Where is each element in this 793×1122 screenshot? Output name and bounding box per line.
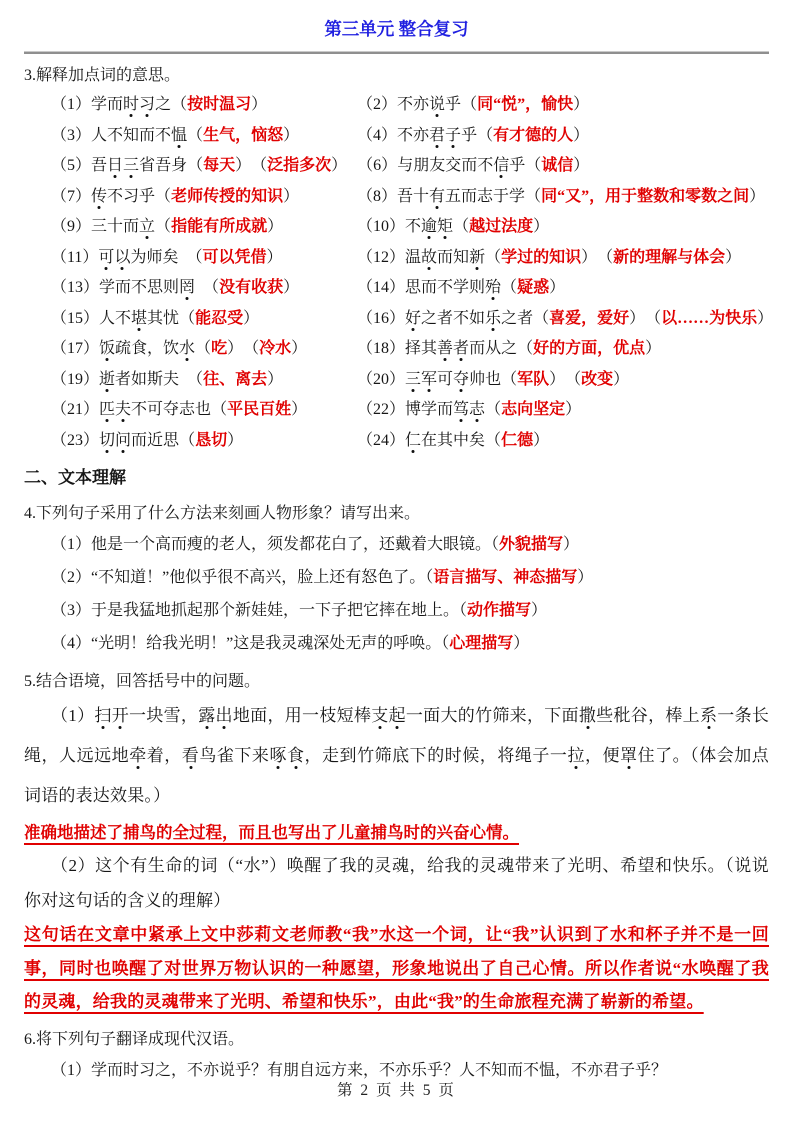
emphasized-char: 系 bbox=[699, 706, 718, 725]
q3-item-row bbox=[24, 90, 769, 121]
item-number: （14） bbox=[357, 279, 406, 296]
q3-item bbox=[357, 273, 565, 304]
page-title: 第三单元 整合复习 bbox=[324, 19, 469, 39]
emphasized-char: 罔 bbox=[179, 279, 196, 296]
emphasized-char: 三 bbox=[405, 370, 422, 388]
emphasized-char: 仁 bbox=[405, 431, 422, 449]
q4-item: （3）于是我猛地抓起那个新娃娃，一下子把它摔在地上。（动作描写） bbox=[51, 602, 548, 619]
answer-group: （好的方面，优点） bbox=[517, 340, 662, 357]
emphasized-char: 支 bbox=[371, 706, 389, 725]
q4-item: （1）他是一个高而瘦的老人，须发都花白了，还戴着大眼镜。（外貌描写） bbox=[51, 536, 580, 553]
item-number: （2） bbox=[357, 96, 398, 113]
q3-item bbox=[357, 243, 741, 274]
q3-item bbox=[51, 212, 357, 243]
item-phrase: 可以为师矣 bbox=[98, 248, 179, 266]
answer-group: （军队） bbox=[501, 370, 566, 388]
emphasized-char: 者 bbox=[453, 340, 470, 357]
q5-item1-text: （1）扫开一块雪，露出地面，用一枝短棒支起一面大的竹筛来，下面撒些秕谷，棒上系一条长绳，人远远地牵着，看鸟雀下来啄食，走到竹筛底下的时候，将绳子一拉，便罩住了。（体会加点词语的表达效果。） bbox=[24, 706, 770, 805]
emphasized-char: 殆 bbox=[485, 279, 502, 296]
item-phrase: 传不习乎 bbox=[91, 187, 156, 205]
item-phrase: 人不堪其忧 bbox=[99, 309, 180, 327]
item-number: （23） bbox=[51, 431, 100, 449]
q3-item bbox=[51, 151, 357, 182]
answer-text: 吃 bbox=[211, 340, 228, 357]
item-number: （3） bbox=[51, 126, 92, 144]
q5-answer2: 这句话在文章中紧承上文中莎莉文老师教“我”水这一个词，让“我”认识到了水和杯子并不是一回事，同时也唤醒了对世界万物认识的一种愿望，形象地说出了自己心情。所以作者说“水唤醒了我的灵魂，给我的灵魂带来了光明、希望和快乐”，由此“我”的生命旅程充满了崭新的希望。 bbox=[24, 925, 769, 1011]
answer-text: 按时温习 bbox=[187, 96, 252, 113]
emphasized-char: 堪 bbox=[131, 309, 148, 327]
answer-text: 往、离去 bbox=[203, 370, 268, 388]
q3-item-row bbox=[24, 121, 769, 152]
q4-intro: 4.下列句子采用了什么方法来刻画人物形象？请写出来。 bbox=[24, 505, 421, 522]
emphasized-char: 时 bbox=[123, 96, 140, 113]
item-number: （13） bbox=[51, 279, 100, 296]
emphasized-char: 拉 bbox=[567, 746, 585, 765]
answer-text: 新的理解与体会 bbox=[613, 248, 726, 266]
answer-group: （平民百姓） bbox=[211, 401, 308, 418]
emphasized-char: 夫 bbox=[115, 401, 132, 418]
emphasized-char: 匹 bbox=[99, 401, 116, 418]
item-phrase: 逝者如斯夫 bbox=[99, 370, 180, 388]
answer-group: （每天） bbox=[187, 157, 252, 174]
item-phrase: 人不知而不愠 bbox=[91, 126, 188, 144]
emphasized-char: 愠 bbox=[171, 126, 188, 144]
item-number: （11） bbox=[51, 248, 99, 266]
item-number: （15） bbox=[51, 309, 100, 327]
q5-answer1: 准确地描述了捕鸟的全过程，而且也写出了儿童捕鸟时的兴奋心情。 bbox=[24, 823, 519, 842]
answer-text: 泛指多次 bbox=[267, 157, 332, 174]
answer-text: 动作描写 bbox=[467, 602, 532, 619]
item-phrase: 三军可夺帅也 bbox=[405, 370, 502, 388]
answer-text: 心理描写 bbox=[449, 635, 514, 652]
emphasized-char: 饭 bbox=[99, 340, 116, 357]
item-number: （18） bbox=[357, 340, 406, 357]
q3-item bbox=[51, 273, 357, 304]
q3-item bbox=[357, 212, 549, 243]
q3-item bbox=[357, 121, 589, 152]
q3-item-row bbox=[24, 151, 769, 182]
q3-item bbox=[357, 182, 765, 213]
item-number: （2） bbox=[51, 569, 92, 586]
answer-text: 指能有所成就 bbox=[171, 218, 268, 235]
emphasized-char: 水 bbox=[179, 340, 196, 357]
answer-text: 好的方面，优点 bbox=[533, 340, 646, 357]
q3-item bbox=[51, 90, 357, 121]
answer-group: （诚信） bbox=[525, 157, 590, 174]
emphasized-char: 立 bbox=[139, 218, 156, 235]
answer-group: （生气，恼怒） bbox=[187, 126, 300, 144]
emphasized-char: 以 bbox=[114, 248, 131, 266]
q3-item bbox=[357, 426, 549, 457]
item-number: （8） bbox=[357, 187, 398, 205]
item-phrase: 不亦君子乎 bbox=[397, 126, 478, 144]
q3-item-row bbox=[24, 212, 769, 243]
answer-text: 仁德 bbox=[501, 431, 534, 449]
item-number: （1） bbox=[51, 536, 92, 553]
answer-text: 军队 bbox=[517, 370, 550, 388]
answer-text: 没有收获 bbox=[219, 279, 284, 296]
q3-item bbox=[357, 90, 589, 121]
item-phrase: 择其善者而从之 bbox=[405, 340, 518, 357]
answer-group: （疑惑） bbox=[501, 279, 566, 296]
item-number: （4） bbox=[357, 126, 398, 144]
answer-group: （同“又”，用于整数和零数之间） bbox=[525, 187, 766, 205]
emphasized-char: 矩 bbox=[437, 218, 454, 235]
answer-group: （仁德） bbox=[485, 431, 550, 449]
emphasized-char: 说 bbox=[429, 96, 446, 113]
emphasized-char: 问 bbox=[115, 431, 132, 449]
item-phrase: 思而不学则殆 bbox=[405, 279, 502, 296]
q6-intro: 6.将下列句子翻译成现代汉语。 bbox=[24, 1030, 245, 1048]
emphasized-char: 有 bbox=[429, 187, 446, 205]
emphasized-char: 子 bbox=[445, 126, 462, 144]
emphasized-char: 食 bbox=[286, 746, 305, 765]
item-phrase: 不亦说乎 bbox=[397, 96, 462, 113]
q5-item2-text: （2）这个有生命的词（“水”）唤醒了我的灵魂，给我的灵魂带来了光明、希望和快乐。（说说你对这句话的含义的理解） bbox=[24, 856, 769, 910]
emphasized-char: 露 bbox=[198, 706, 216, 725]
answer-group: （学过的知识） bbox=[485, 248, 598, 266]
item-phrase: 好之者不如乐之者 bbox=[405, 309, 534, 327]
answer-text: 有才德的人 bbox=[493, 126, 574, 144]
item-phrase: 学而不思则罔 bbox=[99, 279, 196, 296]
item-number: （9） bbox=[51, 218, 92, 235]
emphasized-char: 信 bbox=[493, 157, 510, 174]
answer-group: （泛指多次） bbox=[259, 157, 348, 174]
answer-text: 同“悦”，愉快 bbox=[477, 96, 574, 113]
emphasized-char: 逾 bbox=[421, 218, 438, 235]
answer-text: 平民百姓 bbox=[227, 401, 292, 418]
q3-items bbox=[24, 90, 774, 456]
answer-group: （能忍受） bbox=[179, 309, 260, 327]
answer-group: （改变） bbox=[573, 370, 630, 388]
emphasized-char: 君 bbox=[429, 126, 446, 144]
item-phrase: 吾日三省吾身 bbox=[91, 157, 188, 174]
emphasized-char: 出 bbox=[215, 706, 233, 725]
item-number: （19） bbox=[51, 370, 100, 388]
q3-item-row bbox=[24, 426, 769, 457]
answer-group: （往、离去） bbox=[187, 370, 284, 388]
emphasized-char: 传 bbox=[91, 187, 108, 205]
answer-group: （新的理解与体会） bbox=[605, 248, 742, 266]
emphasized-char: 三 bbox=[123, 157, 140, 174]
item-number: （5） bbox=[51, 157, 92, 174]
answer-text: 以……为快乐 bbox=[661, 309, 758, 327]
item-phrase: 饭疏食，饮水 bbox=[99, 340, 196, 357]
q3-item bbox=[51, 304, 357, 335]
emphasized-char: 罩 bbox=[620, 746, 638, 765]
q3-item bbox=[51, 426, 357, 457]
q3-item-row bbox=[24, 273, 769, 304]
emphasized-char: 习 bbox=[139, 96, 156, 113]
emphasized-char: 善 bbox=[437, 340, 454, 357]
answer-group: （志向坚定） bbox=[485, 401, 582, 418]
emphasized-char: 新 bbox=[469, 248, 486, 266]
item-phrase: 学而时习之 bbox=[91, 96, 172, 113]
q4-item: （2）“不知道！”他似乎很不高兴，脸上还有怒色了。（语言描写、神态描写） bbox=[51, 569, 594, 586]
emphasized-char: 笃 bbox=[453, 401, 470, 418]
answer-text: 同“又”，用于整数和零数之间 bbox=[541, 187, 750, 205]
item-number: （10） bbox=[357, 218, 406, 235]
item-number: （7） bbox=[51, 187, 92, 205]
page-footer: 第 2 页 共 5 页 bbox=[337, 1082, 456, 1099]
emphasized-char: 军 bbox=[421, 370, 438, 388]
answer-group: （越过法度） bbox=[453, 218, 550, 235]
emphasized-char: 好 bbox=[405, 309, 422, 327]
q3-item bbox=[51, 243, 357, 274]
answer-group: （按时温习） bbox=[171, 96, 268, 113]
emphasized-char: 看 bbox=[181, 746, 200, 765]
q3-item bbox=[51, 365, 357, 396]
emphasized-char: 可 bbox=[98, 248, 115, 266]
q5-intro: 5.结合语境，回答括号中的问题。 bbox=[24, 673, 261, 690]
q3-item-row bbox=[24, 304, 774, 335]
item-phrase: 匹夫不可夺志也 bbox=[99, 401, 212, 418]
answer-text: 越过法度 bbox=[469, 218, 534, 235]
emphasized-char: 牵 bbox=[129, 746, 147, 765]
emphasized-char: 起 bbox=[388, 706, 406, 725]
emphasized-char: 乐 bbox=[485, 309, 502, 327]
emphasized-char: 故 bbox=[421, 248, 438, 266]
q3-item bbox=[51, 182, 357, 213]
q4-item: （4）“光明！给我光明！”这是我灵魂深处无声的呼唤。（心理描写） bbox=[51, 635, 530, 652]
emphasized-char: 志 bbox=[469, 401, 486, 418]
answer-text: 志向坚定 bbox=[501, 401, 566, 418]
answer-text: 能忍受 bbox=[195, 309, 244, 327]
item-number: （6） bbox=[357, 157, 398, 174]
answer-text: 生气，恼怒 bbox=[203, 126, 284, 144]
emphasized-char: 日 bbox=[107, 157, 124, 174]
q3-item bbox=[357, 395, 581, 426]
answer-text: 语言描写、神态描写 bbox=[433, 569, 578, 586]
item-phrase: 不逾矩 bbox=[405, 218, 454, 235]
answer-text: 可以凭借 bbox=[202, 248, 267, 266]
emphasized-char: 夺 bbox=[453, 370, 470, 388]
answer-group: （没有收获） bbox=[203, 279, 300, 296]
item-number: （21） bbox=[51, 401, 100, 418]
q3-item-row bbox=[24, 365, 769, 396]
item-phrase: 温故而知新 bbox=[405, 248, 486, 266]
q4-items bbox=[24, 528, 769, 660]
item-number: （17） bbox=[51, 340, 100, 357]
q3-item-row bbox=[24, 395, 769, 426]
item-phrase: 与朋友交而不信乎 bbox=[397, 157, 526, 174]
item-number: （3） bbox=[51, 602, 92, 619]
emphasized-char: 啄 bbox=[269, 746, 287, 765]
item-phrase: 三十而立 bbox=[91, 218, 156, 235]
answer-text: 老师传授的知识 bbox=[171, 187, 284, 205]
answer-text: 喜爱，爱好 bbox=[549, 309, 630, 327]
section-title: 二、文本理解 bbox=[24, 468, 126, 487]
answer-group: （指能有所成就） bbox=[155, 218, 284, 235]
answer-text: 外貌描写 bbox=[499, 536, 564, 553]
answer-group: （恳切） bbox=[179, 431, 244, 449]
emphasized-char: 扫 bbox=[94, 706, 112, 725]
q3-item bbox=[357, 304, 773, 335]
q3-item-row bbox=[24, 182, 769, 213]
answer-text: 改变 bbox=[581, 370, 614, 388]
q3-item bbox=[51, 395, 357, 426]
answer-group: （同“悦”，愉快） bbox=[461, 96, 590, 113]
emphasized-char: 切 bbox=[99, 431, 116, 449]
q6-item1: （1）学而时习之，不亦说乎？有朋自远方来，不亦乐乎？人不知而不愠，不亦君子乎？ bbox=[51, 1061, 668, 1079]
item-number: （12） bbox=[357, 248, 406, 266]
q3-item bbox=[51, 334, 357, 365]
answer-group: （吃） bbox=[195, 340, 244, 357]
emphasized-char: 撒 bbox=[578, 706, 597, 725]
answer-group: （可以凭借） bbox=[186, 248, 283, 266]
answer-group: （以……为快乐） bbox=[653, 309, 774, 327]
item-number: （4） bbox=[51, 635, 92, 652]
item-number: （24） bbox=[357, 431, 406, 449]
answer-group: （老师传授的知识） bbox=[155, 187, 300, 205]
item-number: （16） bbox=[357, 309, 406, 327]
answer-text: 疑惑 bbox=[517, 279, 550, 296]
q3-item bbox=[357, 365, 629, 396]
q3-item bbox=[357, 151, 589, 182]
item-number: （22） bbox=[357, 401, 406, 418]
q3-intro: 3.解释加点词的意思。 bbox=[24, 67, 181, 84]
q3-item-row bbox=[24, 334, 769, 365]
emphasized-char: 开 bbox=[111, 706, 130, 725]
item-phrase: 博学而笃志 bbox=[405, 401, 486, 418]
answer-group: （喜爱，爱好） bbox=[533, 309, 646, 327]
answer-text: 恳切 bbox=[195, 431, 228, 449]
item-phrase: 吾十有五而志于学 bbox=[397, 187, 526, 205]
answer-group: （冷水） bbox=[251, 340, 308, 357]
q3-item bbox=[51, 121, 357, 152]
answer-group: （有才德的人） bbox=[477, 126, 590, 144]
q3-item-row bbox=[24, 243, 769, 274]
item-phrase: 切问而近思 bbox=[99, 431, 180, 449]
item-number: （1） bbox=[51, 96, 92, 113]
answer-text: 每天 bbox=[203, 157, 236, 174]
answer-text: 学过的知识 bbox=[501, 248, 582, 266]
q3-item bbox=[357, 334, 661, 365]
item-phrase: 仁在其中矣 bbox=[405, 431, 486, 449]
emphasized-char: 逝 bbox=[99, 370, 116, 388]
header-rule bbox=[24, 51, 769, 54]
answer-text: 诚信 bbox=[541, 157, 574, 174]
item-number: （20） bbox=[357, 370, 406, 388]
answer-text: 冷水 bbox=[259, 340, 292, 357]
